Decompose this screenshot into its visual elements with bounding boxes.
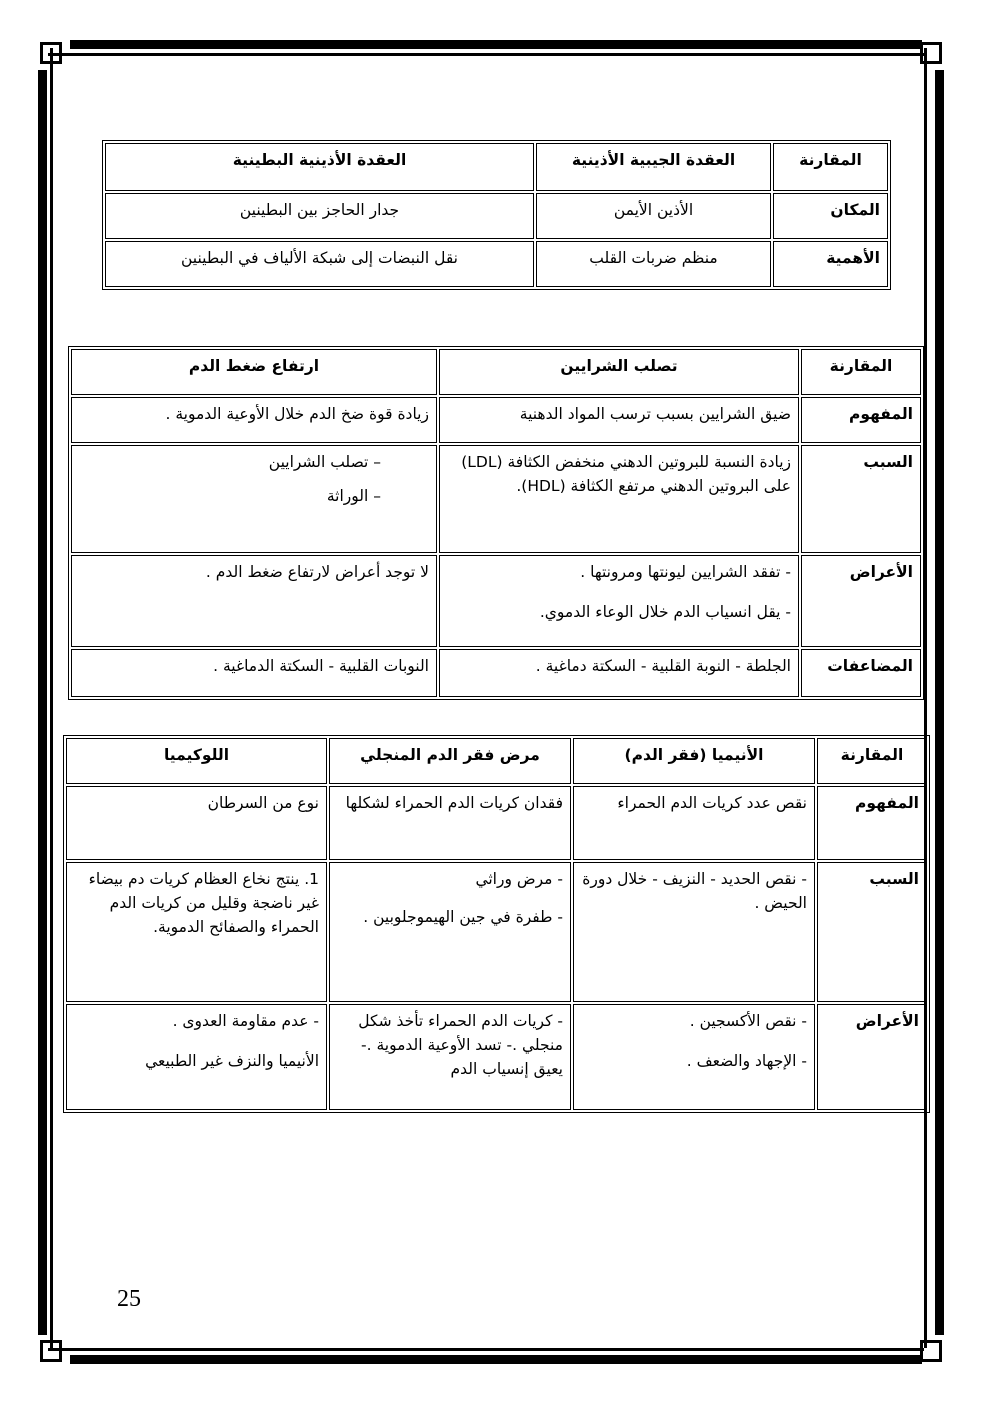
- page-border-right-inner: [924, 48, 927, 1348]
- table-cell: [439, 445, 799, 553]
- header-cell: المقارنة: [801, 349, 921, 395]
- header-cell: المقارنة: [773, 143, 888, 191]
- table-cell: [71, 555, 437, 647]
- table-row: [105, 241, 888, 287]
- table-row: [71, 397, 921, 443]
- page-border-left: [38, 70, 47, 1335]
- cell-line: - نقص الأكسجين .: [689, 1012, 807, 1030]
- table-row: [71, 649, 921, 697]
- row-label: الأعراض: [817, 1004, 927, 1110]
- cell-line: – تصلب الشرايين: [268, 453, 381, 471]
- page-number: 25: [117, 1286, 141, 1312]
- table-cell: نقل النبضات إلى شبكة الألياف في البطينين: [105, 241, 534, 287]
- cell-line: – الوراثة: [326, 487, 381, 506]
- table-row: [66, 862, 927, 1002]
- table-cell: منظم ضربات القلب: [536, 241, 771, 287]
- page-border-top-inner: [48, 53, 924, 56]
- row-label: المفهوم: [817, 786, 927, 860]
- table-cell: [329, 1004, 571, 1110]
- cell-line: - تفقد الشرايين ليونتها ومرونتها .: [580, 563, 791, 581]
- row-label: المفهوم: [801, 397, 921, 443]
- cell-line: - الإجهاد والضعف .: [686, 1052, 807, 1071]
- table-header-row: [66, 738, 927, 784]
- cell-line: ضيق الشرايين بسبب ترسب المواد الدهنية: [519, 405, 791, 423]
- row-label: المضاعفات: [801, 649, 921, 697]
- border-corner: [40, 42, 62, 64]
- table-cell: [329, 862, 571, 1002]
- header-cell: ارتفاع ضغط الدم: [71, 349, 437, 395]
- table-cell: [329, 786, 571, 860]
- border-corner: [40, 1340, 62, 1362]
- cell-line: زيادة قوة ضخ الدم خلال الأوعية الدموية .: [165, 405, 429, 423]
- table-cell: [71, 445, 437, 553]
- page-border-bottom-inner: [48, 1348, 924, 1351]
- border-corner: [920, 1340, 942, 1362]
- row-label: السبب: [801, 445, 921, 553]
- table-cell: [66, 862, 327, 1002]
- table-cell: [573, 1004, 815, 1110]
- table-row: [66, 786, 927, 860]
- cell-line: لا توجد أعراض لارتفاع ضغط الدم .: [205, 563, 429, 581]
- header-cell: تصلب الشرايين: [439, 349, 799, 395]
- nodes-comparison-table: [102, 140, 891, 290]
- table-row: [71, 555, 921, 647]
- header-cell: العقدة الأذينية البطينية: [105, 143, 534, 191]
- arteriosclerosis-hypertension-table: [68, 346, 924, 700]
- header-cell: العقدة الجيبية الأذينية: [536, 143, 771, 191]
- header-cell: مرض فقر الدم المنجلي: [329, 738, 571, 784]
- page-border-top: [70, 40, 922, 49]
- table-cell: [71, 649, 437, 697]
- cell-line: - طفرة في جين الهيموجلوبين .: [363, 908, 563, 927]
- row-label: الأعراض: [801, 555, 921, 647]
- cell-line: نقص عدد كريات الدم الحمراء: [617, 794, 807, 812]
- cell-line: الجلطة - النوبة القلبية - السكتة دماغية .: [535, 657, 791, 675]
- cell-line: زيادة النسبة للبروتين الدهني منخفض الكثافة (LDL) على البروتين الدهني مرتفع الكثافة (HDL).: [461, 453, 791, 496]
- table-cell: [66, 1004, 327, 1110]
- cell-line: - نقص الحديد - النزيف - خلال دورة الحيض .: [582, 870, 807, 913]
- table-row: [71, 445, 921, 553]
- table-header-row: [105, 143, 888, 191]
- table-cell: جدار الحاجز بين البطينين: [105, 193, 534, 239]
- table-cell: [71, 397, 437, 443]
- table-header-row: [71, 349, 921, 395]
- cell-line: النوبات القلبية - السكتة الدماغية .: [213, 657, 429, 675]
- page-border-bottom: [70, 1355, 922, 1364]
- page-border-right: [935, 70, 944, 1335]
- table-cell: [439, 397, 799, 443]
- cell-line: - عدم مقاومة العدوى .: [172, 1012, 319, 1030]
- cell-line: - مرض وراثي: [475, 870, 563, 888]
- blood-disorders-table: [63, 735, 930, 1113]
- row-label: السبب: [817, 862, 927, 1002]
- table-cell: [66, 786, 327, 860]
- table-cell: [573, 786, 815, 860]
- table-row: [105, 193, 888, 239]
- header-cell: الأنيميا (فقر الدم): [573, 738, 815, 784]
- header-cell: اللوكيميا: [66, 738, 327, 784]
- cell-line: فقدان كريات الدم الحمراء لشكلها: [345, 794, 563, 812]
- header-cell: المقارنة: [817, 738, 927, 784]
- cell-line: - كريات الدم الحمراء تأخذ شكل منجلي .- تسد الأوعية الدموية .- يعيق إنسياب الدم: [358, 1012, 563, 1079]
- table-cell: [439, 555, 799, 647]
- cell-line: نوع من السرطان: [207, 794, 319, 812]
- row-label: المكان: [773, 193, 888, 239]
- cell-line: الأنيميا والنزف غير الطبيعي: [145, 1052, 319, 1071]
- table-row: [66, 1004, 927, 1110]
- table-cell: [439, 649, 799, 697]
- page-border-left-inner: [50, 48, 53, 1348]
- table-cell: الأذين الأيمن: [536, 193, 771, 239]
- cell-line: - يقل انسياب الدم خلال الوعاء الدموي.: [539, 603, 791, 622]
- cell-line: 1. ينتج نخاع العظام كريات دم بيضاء غير ناضجة وقليل من كريات الدم الحمراء والصفائح الدموية.: [88, 870, 319, 937]
- border-corner: [920, 42, 942, 64]
- row-label: الأهمية: [773, 241, 888, 287]
- table-cell: [573, 862, 815, 1002]
